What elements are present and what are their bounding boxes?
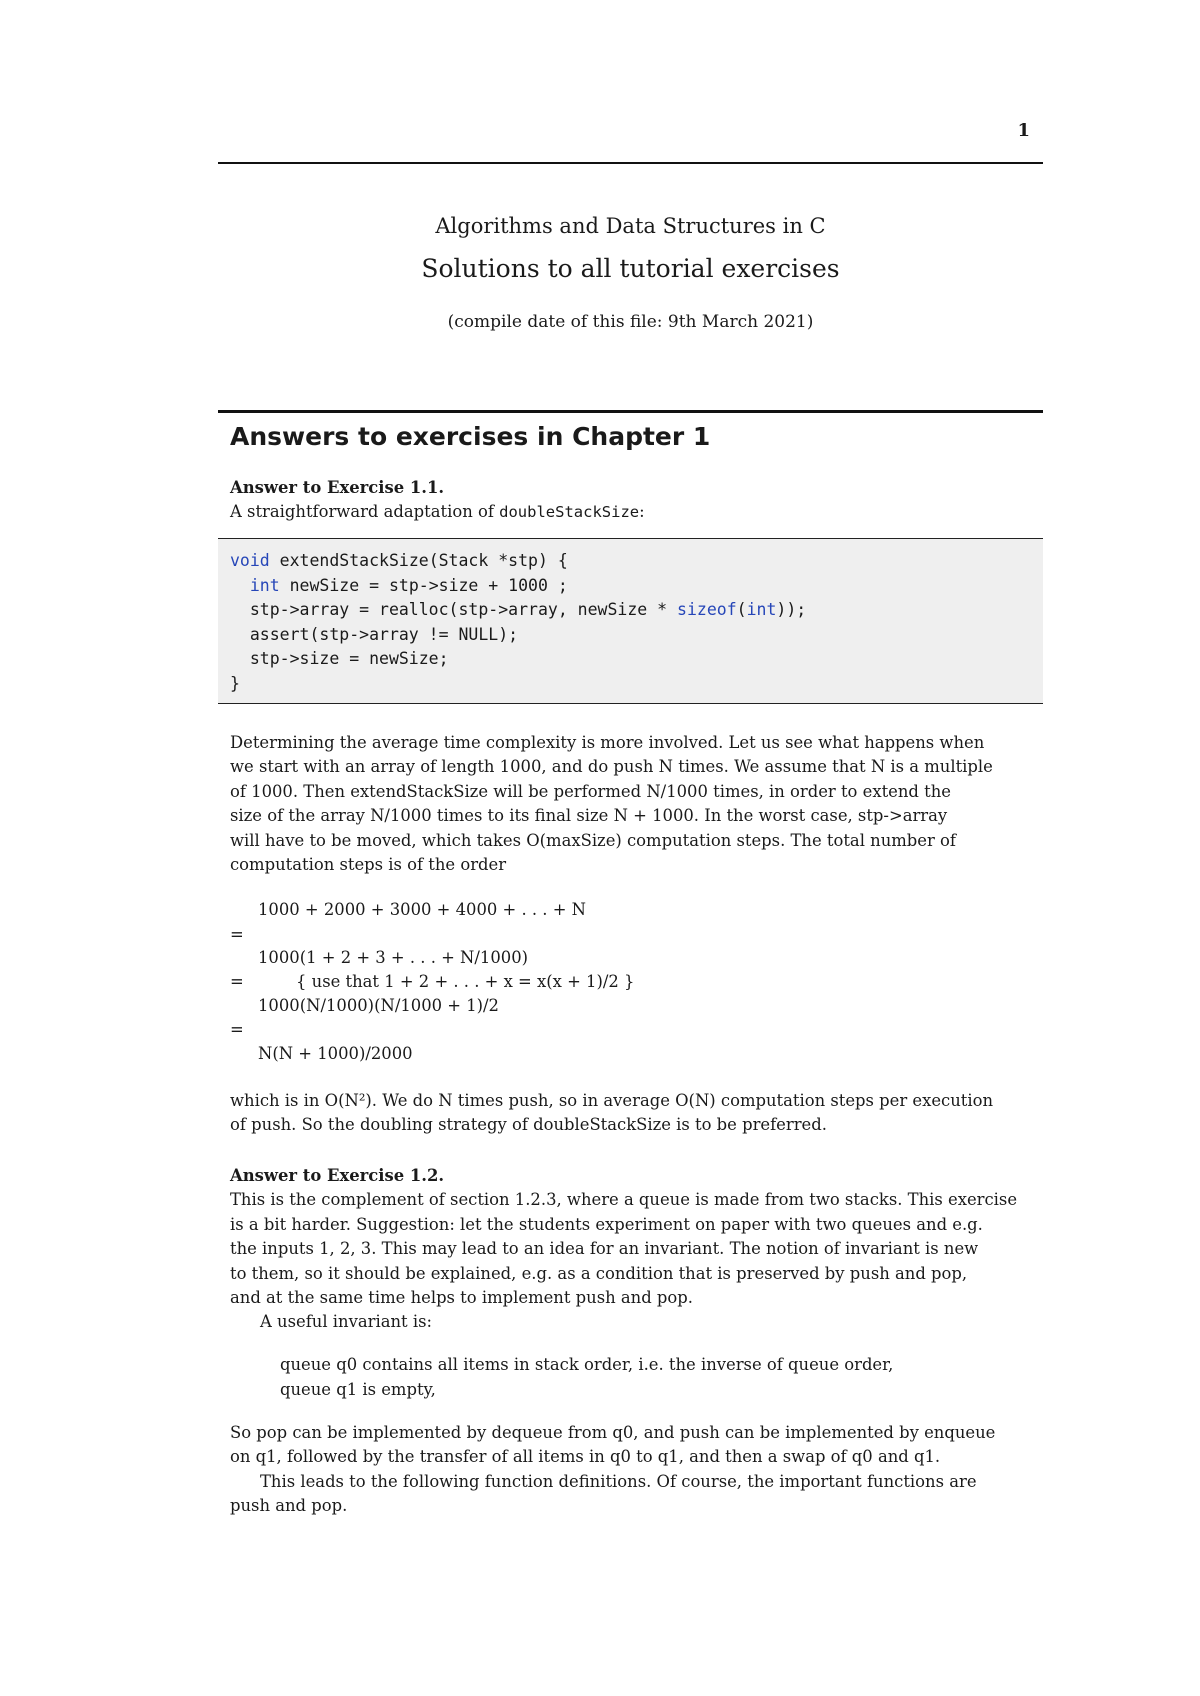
code-indent <box>230 576 250 595</box>
derivation-expr-4: N(N + 1000)/2000 <box>258 1044 413 1063</box>
answer-heading-1-2: Answer to Exercise 1.2. <box>230 1166 445 1185</box>
text-line: So pop can be implemented by dequeue from q0, and push can be implemented by enqueue <box>230 1423 996 1442</box>
code-block <box>218 539 1043 696</box>
code-keyword: int <box>746 600 777 619</box>
text-line: on q1, followed by the transfer of all items in q0 to q1, and then a swap of q0 and q1. <box>230 1447 941 1467</box>
header-rule <box>218 162 1043 164</box>
text-line: size of the array N/1000 times to its final size N + 1000. In the worst case, stp->array <box>230 806 948 826</box>
text-line: Determining the average time complexity is more involved. Let us see what happens when <box>230 733 985 752</box>
intro-end: : <box>639 502 645 522</box>
text-line: is a bit harder. Suggestion: let the students experiment on paper with two queues and e.g. <box>230 1214 983 1234</box>
code-text: extendStackSize(Stack *stp) { <box>269 551 568 570</box>
conclusion-paragraph <box>230 1089 1035 1138</box>
exercise-1-1-intro <box>230 476 1035 525</box>
code-text: stp->array = realloc(stp->array, newSize * <box>230 600 678 619</box>
invariant-line: queue q1 is empty, <box>280 1380 436 1399</box>
chapter-heading: Answers to exercises in Chapter 1 <box>230 422 711 451</box>
text-line: and at the same time helps to implement push and pop. <box>230 1288 693 1308</box>
invariant-line: queue q0 contains all items in stack order, i.e. the inverse of queue order, <box>280 1355 894 1374</box>
code-text: stp->size = newSize; <box>230 649 449 668</box>
compile-date: (compile date of this file: 9th March 2021) <box>447 312 814 332</box>
code-text: newSize = stp->size + 1000 ; <box>279 575 568 595</box>
text-line: will have to be moved, which takes O(maxSize) computation steps. The total number of <box>230 830 956 850</box>
derivation-equals: = <box>230 972 244 991</box>
complexity-paragraph <box>230 731 1035 877</box>
text-line: of 1000. Then extendStackSize will be performed N/1000 times, in order to extend the <box>230 781 951 801</box>
implementation-paragraph <box>230 1421 1035 1519</box>
text-line: of push. So the doubling strategy of doubleStackSize is to be preferred. <box>230 1115 827 1135</box>
text-line: the inputs 1, 2, 3. This may lead to an idea for an invariant. The notion of invariant is new <box>230 1239 979 1259</box>
derivation-equals: = <box>230 925 244 944</box>
page-number: 1 <box>1017 120 1030 141</box>
course-title: Algorithms and Data Structures in C <box>435 214 826 238</box>
invariant-intro: A useful invariant is: <box>260 1312 432 1332</box>
derivation-hint: { use that 1 + 2 + . . . + x = x(x + 1)/2 } <box>296 972 635 991</box>
text-line: This is the complement of section 1.2.3, where a queue is made from two stacks. This exercise <box>230 1190 1018 1210</box>
intro-line <box>230 500 1035 524</box>
derivation-expr-3: 1000(N/1000)(N/1000 + 1)/2 <box>258 996 499 1015</box>
exercise-1-2 <box>230 1164 1035 1335</box>
intro-text: A straightforward adaptation of <box>230 502 500 522</box>
code-text: assert(stp->array != NULL); <box>230 624 519 644</box>
text-line: computation steps is of the order <box>230 855 507 875</box>
document-title: Solutions to all tutorial exercises <box>421 254 840 283</box>
answer-heading-1-1: Answer to Exercise 1.1. <box>230 478 445 497</box>
text-line: This leads to the following function definitions. Of course, the important functions are <box>260 1471 977 1491</box>
derivation-expr-2: 1000(1 + 2 + 3 + . . . + N/1000) <box>258 948 529 967</box>
intro-code: doubleStackSize <box>499 503 640 522</box>
derivation-equals: = <box>230 1020 244 1039</box>
code-text: )); <box>776 600 807 619</box>
text-line: to them, so it should be explained, e.g. as a condition that is preserved by push and pop, <box>230 1263 968 1283</box>
text-line: push and pop. <box>230 1496 348 1516</box>
code-text: } <box>230 673 240 693</box>
derivation-expr-1: 1000 + 2000 + 3000 + 4000 + . . . + N <box>258 900 587 919</box>
chapter-rule <box>218 410 1043 413</box>
code-keyword: sizeof <box>677 600 737 619</box>
code-keyword: int <box>249 575 280 595</box>
text-line: which is in O(N²). We do N times push, so in average O(N) computation steps per execution <box>230 1091 994 1110</box>
code-listing <box>218 538 1043 704</box>
text-line: we start with an array of length 1000, and do push N times. We assume that N is a multiple <box>230 757 993 777</box>
code-text: ( <box>736 600 747 619</box>
code-keyword: void <box>230 551 270 570</box>
